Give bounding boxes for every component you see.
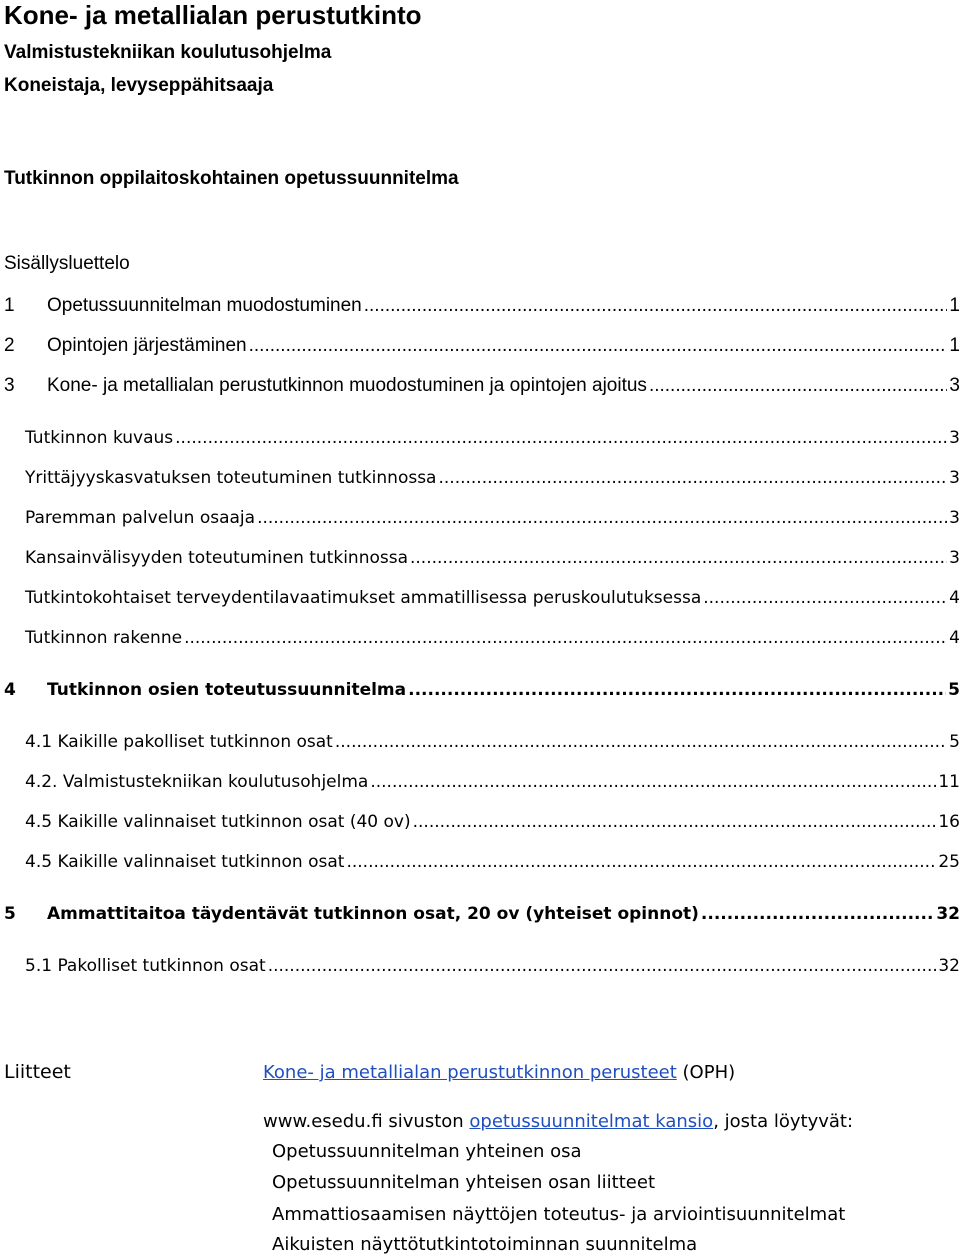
toc-entry-label: Opetussuunnitelman muodostuminen <box>47 295 362 316</box>
toc-entry-label: 4.5 Kaikille valinnaiset tutkinnon osat (40 ov) <box>25 812 411 832</box>
toc-entry-label: 4.1 Kaikille pakolliset tutkinnon osat <box>25 732 333 752</box>
toc-entry-label: Tutkinnon rakenne <box>25 628 183 648</box>
toc-leader <box>438 468 947 488</box>
toc-entry-label: Kone- ja metallialan perustutkinnon muodostuminen ja opintojen ajoitus <box>47 375 647 396</box>
toc-entry-label: 5.1 Pakolliset tutkinnon osat <box>25 956 266 976</box>
toc-entry[interactable] <box>0 428 960 454</box>
attachment-item: Opetussuunnitelman yhteisen osan liitteet <box>272 1172 656 1193</box>
toc-entry[interactable] <box>0 628 960 654</box>
plan-title: Tutkinnon oppilaitoskohtainen opetussuunnitelma <box>4 168 459 189</box>
programme-name: Valmistustekniikan koulutusohjelma <box>4 42 332 63</box>
toc-entry-page: 1 <box>949 335 960 356</box>
toc-entry-page: 5 <box>948 680 960 700</box>
toc-leader <box>335 732 947 752</box>
toc-entry[interactable] <box>0 335 960 361</box>
attachment-item: Opetussuunnitelman yhteinen osa <box>272 1141 582 1162</box>
toc-leader <box>410 548 947 568</box>
toc-entry-page: 3 <box>949 468 960 488</box>
toc-entry-page: 4 <box>949 588 960 608</box>
toc-leader <box>364 295 948 317</box>
toc-entry-label: Ammattitaitoa täydentävät tutkinnon osat, 20 ov (yhteiset opinnot) <box>47 904 699 924</box>
toc-entry[interactable] <box>0 588 960 614</box>
toc-entry[interactable] <box>0 295 960 321</box>
toc-heading: Sisällysluettelo <box>4 253 130 274</box>
curriculum-folder-link[interactable]: opetussuunnitelmat kansio <box>469 1111 714 1132</box>
document-title: Kone- ja metallialan perustutkinto <box>4 0 422 30</box>
toc-entry[interactable] <box>0 772 960 798</box>
toc-leader <box>701 904 934 924</box>
toc-leader <box>249 335 948 357</box>
toc-entry-number: 1 <box>4 295 15 316</box>
toc-entry[interactable] <box>0 852 960 878</box>
site-suffix: , josta löytyvät: <box>713 1111 854 1132</box>
toc-entry[interactable] <box>0 375 960 401</box>
toc-entry-page: 3 <box>949 548 960 568</box>
ops-basis-link[interactable]: Kone- ja metallialan perustutkinnon perusteet <box>263 1062 677 1083</box>
toc-entry-label: 4.2. Valmistustekniikan koulutusohjelma <box>25 772 369 792</box>
toc-entry-page: 3 <box>949 375 960 396</box>
toc-entry-page: 4 <box>949 628 960 648</box>
toc-entry[interactable] <box>0 508 960 534</box>
toc-entry-page: 16 <box>938 812 960 832</box>
site-prefix: www.esedu.fi sivuston <box>263 1111 470 1132</box>
toc-leader <box>370 772 936 792</box>
toc-entry-page: 1 <box>949 295 960 316</box>
toc-entry-number: 5 <box>4 904 16 924</box>
toc-entry-page: 32 <box>936 904 960 924</box>
toc-entry[interactable] <box>0 468 960 494</box>
toc-entry[interactable] <box>0 548 960 574</box>
ops-reference <box>263 1062 735 1083</box>
site-reference <box>263 1111 853 1132</box>
toc-entry-number: 4 <box>4 680 16 700</box>
toc-entry-label: Opintojen järjestäminen <box>47 335 247 356</box>
attachment-item: Aikuisten näyttötutkintotoiminnan suunnitelma <box>272 1234 698 1255</box>
toc-leader <box>346 852 936 872</box>
toc-leader <box>649 375 947 397</box>
toc-entry-label: Tutkintokohtaiset terveydentilavaatimukset ammatillisessa peruskoulutuksessa <box>25 588 702 608</box>
toc-entry-label: Tutkinnon kuvaus <box>25 428 174 448</box>
toc-leader <box>257 508 947 528</box>
toc-entry-label: Tutkinnon osien toteutussuunnitelma <box>47 680 407 700</box>
toc-leader <box>268 956 937 976</box>
toc-entry[interactable] <box>0 812 960 838</box>
attachments-label: Liitteet <box>4 1061 71 1083</box>
toc-leader <box>413 812 937 832</box>
toc-entry-label: Yrittäjyyskasvatuksen toteutuminen tutkinnossa <box>25 468 437 488</box>
toc-entry[interactable] <box>0 680 960 706</box>
toc-entry[interactable] <box>0 956 960 982</box>
toc-entry-page: 25 <box>938 852 960 872</box>
toc-entry-page: 3 <box>949 508 960 528</box>
toc-leader <box>408 680 946 700</box>
attachment-item: Ammattiosaamisen näyttöjen toteutus- ja arviointisuunnitelmat <box>272 1204 846 1225</box>
toc-entry-page: 5 <box>949 732 960 752</box>
toc-entry-label: Paremman palvelun osaaja <box>25 508 256 528</box>
toc-entry-label: Kansainvälisyyden toteutuminen tutkinnossa <box>25 548 408 568</box>
toc-leader <box>184 628 947 648</box>
toc-entry-page: 32 <box>938 956 960 976</box>
toc-entry-number: 3 <box>4 375 15 396</box>
toc-entry-page: 11 <box>938 772 960 792</box>
toc-entry-label: 4.5 Kaikille valinnaiset tutkinnon osat <box>25 852 345 872</box>
toc-leader <box>175 428 947 448</box>
toc-entry-number: 2 <box>4 335 15 356</box>
toc-entry[interactable] <box>0 732 960 758</box>
toc-entry[interactable] <box>0 904 960 930</box>
qualification-name: Koneistaja, levyseppähitsaaja <box>4 75 274 96</box>
toc-leader <box>703 588 947 608</box>
ops-suffix: (OPH) <box>676 1062 736 1083</box>
toc-entry-page: 3 <box>949 428 960 448</box>
